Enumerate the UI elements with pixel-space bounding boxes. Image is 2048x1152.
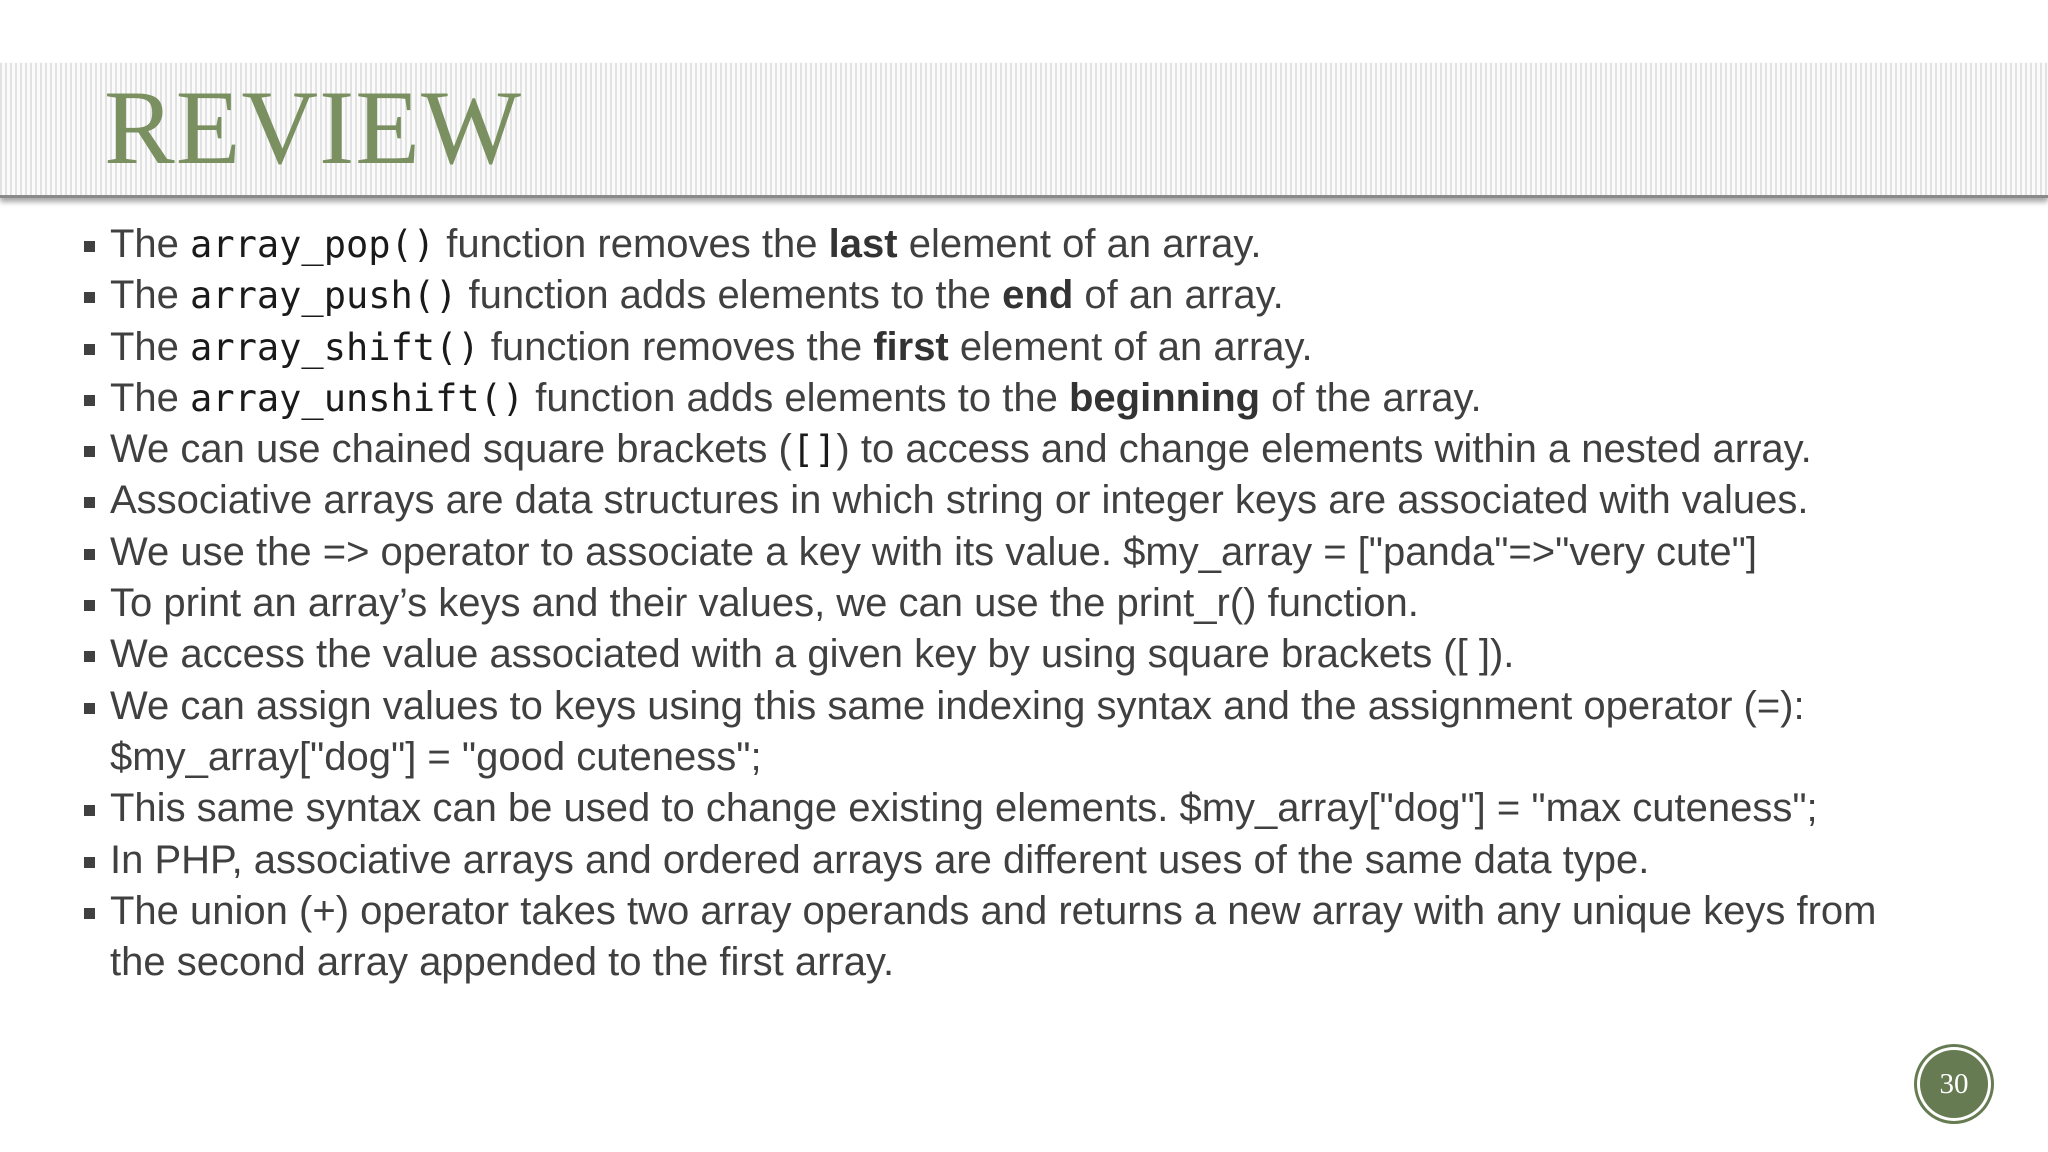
emphasis-text: beginning (1068, 375, 1261, 420)
bullet-item (80, 322, 1980, 373)
bullet-item (80, 783, 1830, 834)
bullet-item (80, 578, 1980, 629)
square-bullet-icon (84, 446, 95, 457)
square-bullet-icon (84, 703, 95, 714)
code-snippet: [] (791, 428, 837, 472)
bullet-text: This same syntax can be used to change existing elements. $my_array["dog"] = "max cuteness"; (110, 786, 1818, 831)
bullet-text: The (110, 273, 191, 318)
bullet-list (80, 219, 1980, 988)
bullet-item (80, 475, 1880, 526)
square-bullet-icon (84, 344, 95, 355)
square-bullet-icon (84, 857, 95, 868)
bullet-text: We access the value associated with a given key by using square brackets ([ ]). (110, 632, 1515, 677)
title-band (0, 63, 2048, 198)
bullet-text: To print an array’s keys and their values, we can use the print_r() function. (110, 581, 1419, 626)
code-snippet: array_push() (190, 274, 458, 318)
square-bullet-icon (84, 395, 95, 406)
bullet-text: The (110, 324, 191, 369)
page-number-badge: 30 (1920, 1050, 1988, 1118)
emphasis-text: last (828, 222, 898, 266)
bullet-text: In PHP, associative arrays and ordered arrays are different uses of the same data type. (110, 837, 1650, 882)
slide-title: REVIEW (104, 69, 523, 186)
bullet-item (80, 373, 1980, 424)
bullet-item (80, 270, 1980, 321)
bullet-text: We use the => operator to associate a key with its value. $my_array = ["panda"=>"very cute"] (110, 529, 1757, 574)
bullet-text: element of an array. (948, 324, 1313, 369)
bullet-item (80, 424, 1900, 475)
bullet-text: The (110, 375, 191, 420)
bullet-text: function adds elements to the (524, 375, 1069, 420)
square-bullet-icon (84, 805, 95, 816)
square-bullet-icon (84, 292, 95, 303)
bullet-text: The union (+) operator takes two array operands and returns a new array with any unique keys from the second array appended to the first array. (110, 888, 1877, 985)
bullet-text: function removes the (435, 222, 829, 266)
emphasis-text: first (873, 324, 949, 369)
bullet-item (80, 527, 1980, 578)
code-snippet: array_pop() (190, 223, 436, 266)
bullet-text: of an array. (1073, 273, 1284, 318)
emphasis-text: end (1002, 273, 1074, 318)
bullet-text: ) to access and change elements within a nested array. (836, 427, 1812, 472)
bullet-text: element of an array. (897, 222, 1262, 266)
code-snippet: array_unshift() (190, 376, 525, 420)
square-bullet-icon (84, 549, 95, 560)
bullet-item (80, 681, 2010, 784)
bullet-text: The (110, 222, 191, 266)
bullet-text: We can assign values to keys using this same indexing syntax and the assignment operator (=): $my_array["dog"] = "good cuteness"; (110, 683, 1805, 779)
square-bullet-icon (84, 908, 95, 919)
bullet-text: function adds elements to the (457, 273, 1003, 318)
square-bullet-icon (84, 600, 95, 611)
bullet-text: function removes the (479, 324, 874, 369)
bullet-item (80, 629, 1980, 680)
square-bullet-icon (84, 497, 95, 508)
bullet-text: We can use chained square brackets ( (110, 427, 792, 472)
square-bullet-icon (84, 651, 95, 662)
code-snippet: array_shift() (190, 325, 480, 369)
bullet-item (80, 886, 1940, 989)
bullet-item (80, 219, 1980, 270)
bullet-text: of the array. (1260, 375, 1482, 420)
bullet-text: Associative arrays are data structures in which string or integer keys are associated with values. (110, 478, 1809, 523)
bullet-item (80, 835, 1980, 886)
square-bullet-icon (84, 241, 95, 252)
